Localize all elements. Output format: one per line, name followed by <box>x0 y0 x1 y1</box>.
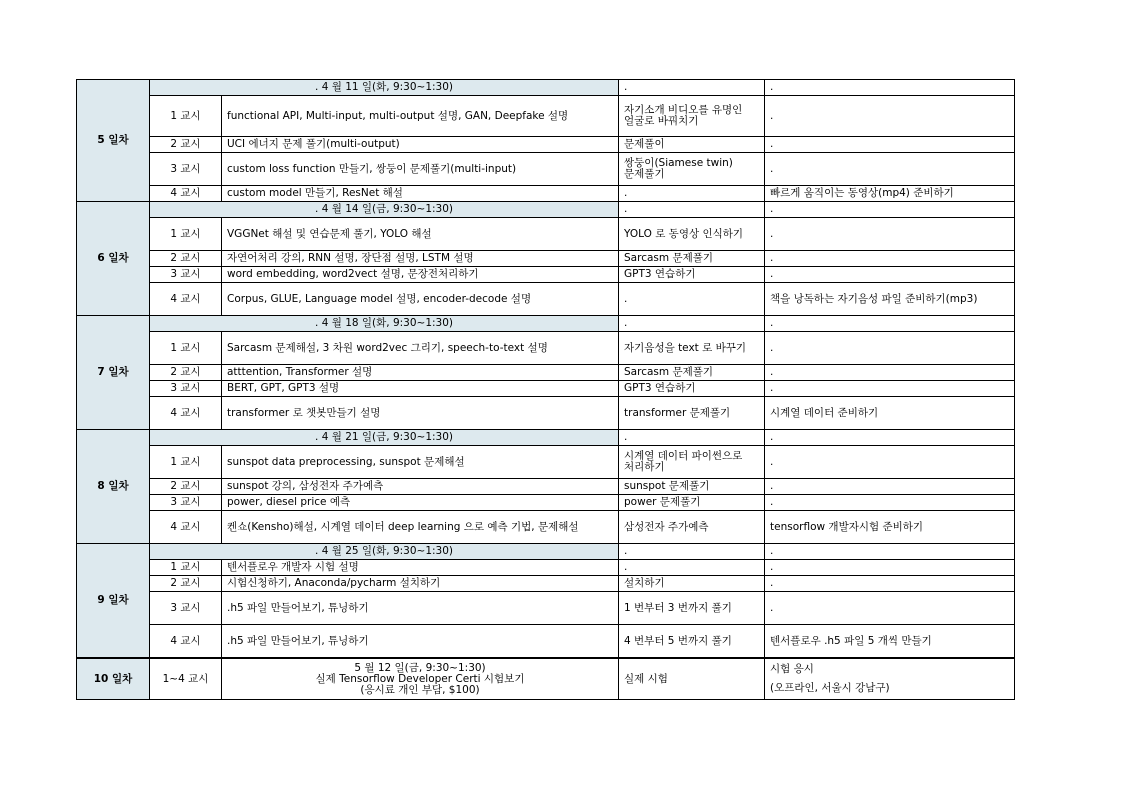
period-cell: 2 교시 <box>150 251 222 267</box>
table-row <box>77 446 1015 479</box>
content-cell <box>222 658 619 700</box>
table-row <box>77 365 1015 381</box>
content-cell: UCI 에너지 문제 풀기(multi-output) <box>222 137 619 153</box>
content-cell: custom model 만들기, ResNet 해설 <box>222 186 619 202</box>
prep-cell: . <box>765 251 1015 267</box>
period-cell: 4 교시 <box>150 511 222 544</box>
date-practice-cell: . <box>619 316 765 332</box>
practice-cell: GPT3 연습하기 <box>619 267 765 283</box>
day-date-row <box>77 430 1015 446</box>
table-row <box>77 511 1015 544</box>
period-cell: 1 교시 <box>150 218 222 251</box>
table-row <box>77 625 1015 659</box>
prep-cell: . <box>765 592 1015 625</box>
prep-cell: . <box>765 479 1015 495</box>
prep-line: (오프라인, 서울시 강남구) <box>770 682 890 694</box>
day-date: . 4 월 14 일(금, 9:30~1:30) <box>150 202 619 218</box>
day-label: 6 일차 <box>77 202 150 316</box>
final-exam-row <box>77 658 1015 700</box>
date-practice-cell: . <box>619 202 765 218</box>
day-date-row <box>77 80 1015 96</box>
practice-cell: 설치하기 <box>619 576 765 592</box>
period-cell: 2 교시 <box>150 576 222 592</box>
schedule-document <box>76 79 1014 700</box>
table-row <box>77 381 1015 397</box>
content-cell: 켄쇼(Kensho)해설, 시계열 데이터 deep learning 으로 예측 기법, 문제해설 <box>222 511 619 544</box>
date-practice-cell: . <box>619 544 765 560</box>
table-row <box>77 332 1015 365</box>
period-cell: 1~4 교시 <box>150 658 222 700</box>
period-cell: 1 교시 <box>150 446 222 479</box>
period-cell: 3 교시 <box>150 267 222 283</box>
day-date-row <box>77 316 1015 332</box>
content-cell: BERT, GPT, GPT3 설명 <box>222 381 619 397</box>
practice-cell: 삼성전자 주가예측 <box>619 511 765 544</box>
prep-cell <box>765 658 1015 700</box>
prep-cell: . <box>765 332 1015 365</box>
day-date-row <box>77 544 1015 560</box>
content-cell: 시험신청하기, Anaconda/pycharm 설치하기 <box>222 576 619 592</box>
schedule-table <box>76 79 1015 700</box>
prep-cell: 책을 낭독하는 자기음성 파일 준비하기(mp3) <box>765 283 1015 316</box>
day-label: 5 일차 <box>77 80 150 202</box>
day-label: 8 일차 <box>77 430 150 544</box>
prep-cell: . <box>765 560 1015 576</box>
table-row <box>77 267 1015 283</box>
period-cell: 4 교시 <box>150 397 222 430</box>
practice-cell: 시계열 데이터 파이썬으로 처리하기 <box>619 446 765 479</box>
date-practice-cell: . <box>619 80 765 96</box>
content-cell: .h5 파일 만들어보기, 튜닝하기 <box>222 625 619 659</box>
content-cell: sunspot 강의, 삼성전자 주가예측 <box>222 479 619 495</box>
day-date-row <box>77 202 1015 218</box>
prep-cell: . <box>765 267 1015 283</box>
table-row <box>77 96 1015 137</box>
practice-cell: . <box>619 186 765 202</box>
prep-cell: . <box>765 576 1015 592</box>
day-label: 9 일차 <box>77 544 150 659</box>
day-label: 7 일차 <box>77 316 150 430</box>
practice-cell: 쌍둥이(Siamese twin) 문제풀기 <box>619 153 765 186</box>
practice-cell: YOLO 로 동영상 인식하기 <box>619 218 765 251</box>
content-cell: 텐서플로우 개발자 시험 설명 <box>222 560 619 576</box>
prep-cell: . <box>765 153 1015 186</box>
content-cell: word embedding, word2vect 설명, 문장전처리하기 <box>222 267 619 283</box>
table-row <box>77 218 1015 251</box>
period-cell: 4 교시 <box>150 283 222 316</box>
exam-date: 5 월 12 일(금, 9:30~1:30) <box>354 661 486 674</box>
period-cell: 3 교시 <box>150 495 222 511</box>
prep-cell: . <box>765 96 1015 137</box>
content-cell: VGGNet 해설 및 연습문제 풀기, YOLO 해설 <box>222 218 619 251</box>
prep-line: 시험 응시 <box>770 663 814 675</box>
prep-cell: . <box>765 137 1015 153</box>
period-cell: 3 교시 <box>150 153 222 186</box>
prep-cell: . <box>765 495 1015 511</box>
table-row <box>77 186 1015 202</box>
day-date: . 4 월 25 일(화, 9:30~1:30) <box>150 544 619 560</box>
period-cell: 3 교시 <box>150 592 222 625</box>
prep-cell: 시계열 데이터 준비하기 <box>765 397 1015 430</box>
practice-cell: . <box>619 560 765 576</box>
period-cell: 2 교시 <box>150 365 222 381</box>
period-cell: 1 교시 <box>150 96 222 137</box>
period-cell: 3 교시 <box>150 381 222 397</box>
date-prep-cell: . <box>765 430 1015 446</box>
prep-cell: 텐서플로우 .h5 파일 5 개씩 만들기 <box>765 625 1015 659</box>
practice-cell: . <box>619 283 765 316</box>
prep-cell: . <box>765 381 1015 397</box>
content-cell: power, diesel price 예측 <box>222 495 619 511</box>
day-date: . 4 월 21 일(금, 9:30~1:30) <box>150 430 619 446</box>
exam-title: 실제 Tensorflow Developer Certi 시험보기 <box>315 672 525 685</box>
content-cell: .h5 파일 만들어보기, 튜닝하기 <box>222 592 619 625</box>
prep-cell: . <box>765 365 1015 381</box>
prep-cell: . <box>765 446 1015 479</box>
table-row <box>77 479 1015 495</box>
practice-cell: sunspot 문제풀기 <box>619 479 765 495</box>
practice-cell: 실제 시험 <box>619 658 765 700</box>
period-cell: 1 교시 <box>150 560 222 576</box>
content-cell: transformer 로 챗봇만들기 설명 <box>222 397 619 430</box>
table-row <box>77 397 1015 430</box>
content-cell: Corpus, GLUE, Language model 설명, encoder-decode 설명 <box>222 283 619 316</box>
practice-cell: 1 번부터 3 번까지 풀기 <box>619 592 765 625</box>
period-cell: 1 교시 <box>150 332 222 365</box>
table-row <box>77 560 1015 576</box>
period-cell: 4 교시 <box>150 186 222 202</box>
table-row <box>77 283 1015 316</box>
exam-fee: (응시료 개인 부담, $100) <box>360 683 480 696</box>
practice-cell: 문제풀이 <box>619 137 765 153</box>
day-label: 10 일차 <box>77 658 150 700</box>
practice-cell: 4 번부터 5 번까지 풀기 <box>619 625 765 659</box>
table-row <box>77 137 1015 153</box>
prep-cell: . <box>765 218 1015 251</box>
period-cell: 4 교시 <box>150 625 222 659</box>
practice-cell: GPT3 연습하기 <box>619 381 765 397</box>
practice-cell: Sarcasm 문제풀기 <box>619 365 765 381</box>
practice-cell: 자기소개 비디오를 유명인 얼굴로 바꿔치기 <box>619 96 765 137</box>
table-row <box>77 495 1015 511</box>
content-cell: sunspot data preprocessing, sunspot 문제해설 <box>222 446 619 479</box>
date-prep-cell: . <box>765 544 1015 560</box>
content-cell: Sarcasm 문제해설, 3 차원 word2vec 그리기, speech-to-text 설명 <box>222 332 619 365</box>
content-cell: atttention, Transformer 설명 <box>222 365 619 381</box>
date-prep-cell: . <box>765 202 1015 218</box>
table-row <box>77 576 1015 592</box>
period-cell: 2 교시 <box>150 479 222 495</box>
date-practice-cell: . <box>619 430 765 446</box>
period-cell: 2 교시 <box>150 137 222 153</box>
practice-cell: 자기음성을 text 로 바꾸기 <box>619 332 765 365</box>
day-date: . 4 월 18 일(화, 9:30~1:30) <box>150 316 619 332</box>
practice-cell: transformer 문제풀기 <box>619 397 765 430</box>
date-prep-cell: . <box>765 316 1015 332</box>
table-row <box>77 592 1015 625</box>
practice-cell: power 문제풀기 <box>619 495 765 511</box>
date-prep-cell: . <box>765 80 1015 96</box>
table-row <box>77 153 1015 186</box>
practice-cell: Sarcasm 문제풀기 <box>619 251 765 267</box>
prep-cell: 빠르게 움직이는 동영상(mp4) 준비하기 <box>765 186 1015 202</box>
content-cell: 자연어처리 강의, RNN 설명, 장단점 설명, LSTM 설명 <box>222 251 619 267</box>
day-date: . 4 월 11 일(화, 9:30~1:30) <box>150 80 619 96</box>
prep-cell: tensorflow 개발자시험 준비하기 <box>765 511 1015 544</box>
content-cell: custom loss function 만들기, 쌍둥이 문제풀기(multi-input) <box>222 153 619 186</box>
content-cell: functional API, Multi-input, multi-output 설명, GAN, Deepfake 설명 <box>222 96 619 137</box>
table-row <box>77 251 1015 267</box>
